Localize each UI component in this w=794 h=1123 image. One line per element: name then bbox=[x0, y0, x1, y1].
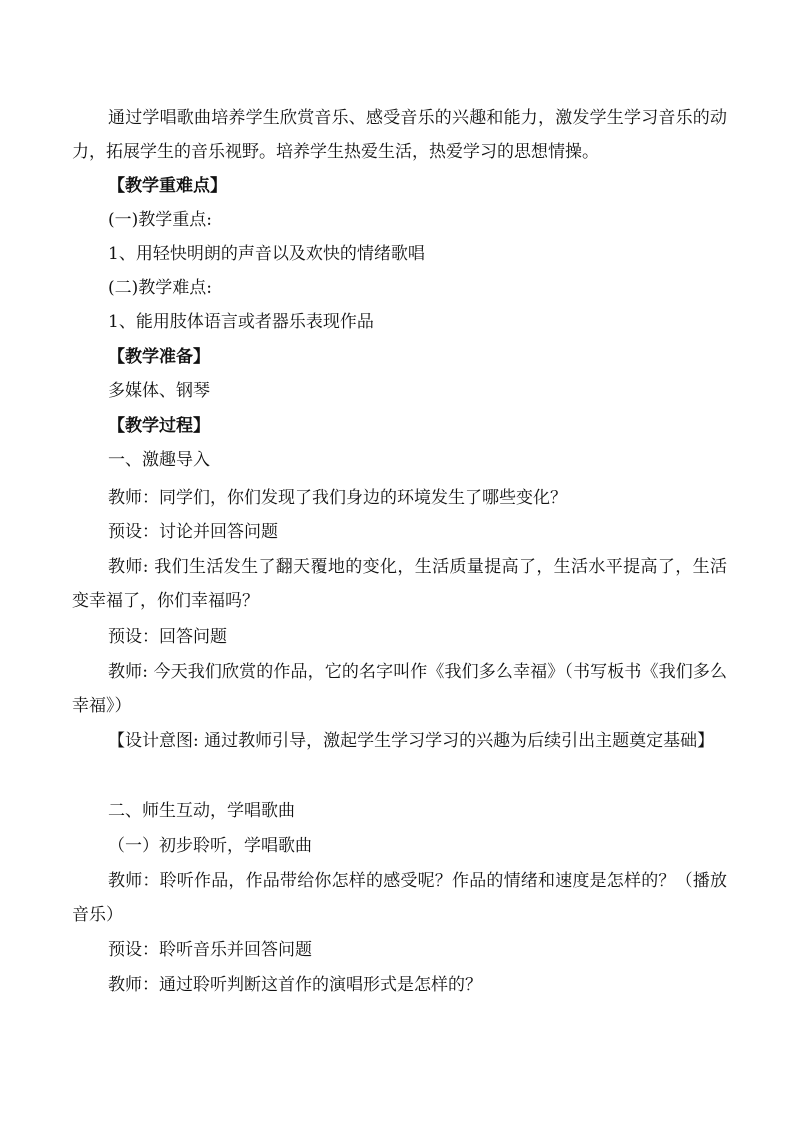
key-point-title: (一)教学重点: bbox=[108, 210, 212, 230]
section-2-title: 二、师生互动，学唱歌曲 bbox=[108, 801, 295, 821]
section-1-title: 一、激趣导入 bbox=[108, 450, 210, 470]
difficult-point-item: 1、能用肢体语言或者器乐表现作品 bbox=[108, 312, 374, 332]
teacher-line-2: 教师: 我们生活发生了翻天覆地的变化，生活质量提高了，生活水平提高了，生活变幸福了，你们幸福吗？ bbox=[72, 557, 727, 611]
subsection-1-title: （一）初步聆听，学唱歌曲 bbox=[108, 836, 312, 856]
preset-line-2: 预设：回答问题 bbox=[108, 627, 227, 647]
preset-line-1: 预设：讨论并回答问题 bbox=[108, 522, 278, 542]
preparation-text: 多媒体、钢琴 bbox=[108, 381, 210, 401]
teacher-line-3: 教师: 今天我们欣赏的作品，它的名字叫作《我们多么幸福》（书写板书《我们多么幸福》） bbox=[72, 662, 727, 716]
goal-paragraph: 通过学唱歌曲培养学生欣赏音乐、感受音乐的兴趣和能力，激发学生学习音乐的动力，拓展学生的音乐视野。培养学生热爱生活，热爱学习的思想情操。 bbox=[72, 108, 727, 162]
key-point-item: 1、用轻快明朗的声音以及欢快的情绪歌唱 bbox=[108, 244, 425, 264]
heading-key-difficult: 【教学重难点】 bbox=[108, 176, 227, 196]
preset-line-3: 预设：聆听音乐并回答问题 bbox=[108, 940, 312, 960]
teacher-line-5: 教师：通过聆听判断这首作的演唱形式是怎样的？ bbox=[108, 975, 482, 995]
teacher-line-4: 教师：聆听作品，作品带给你怎样的感受呢？作品的情绪和速度是怎样的？（播放音乐） bbox=[72, 871, 727, 925]
teacher-line-1: 教师：同学们，你们发现了我们身边的环境发生了哪些变化？ bbox=[108, 488, 567, 508]
heading-process: 【教学过程】 bbox=[108, 416, 210, 436]
design-intent: 【设计意图: 通过教师引导，激起学生学习学习的兴趣为后续引出主题奠定基础】 bbox=[108, 731, 715, 751]
heading-preparation: 【教学准备】 bbox=[108, 347, 210, 367]
difficult-point-title: (二)教学难点: bbox=[108, 278, 212, 298]
